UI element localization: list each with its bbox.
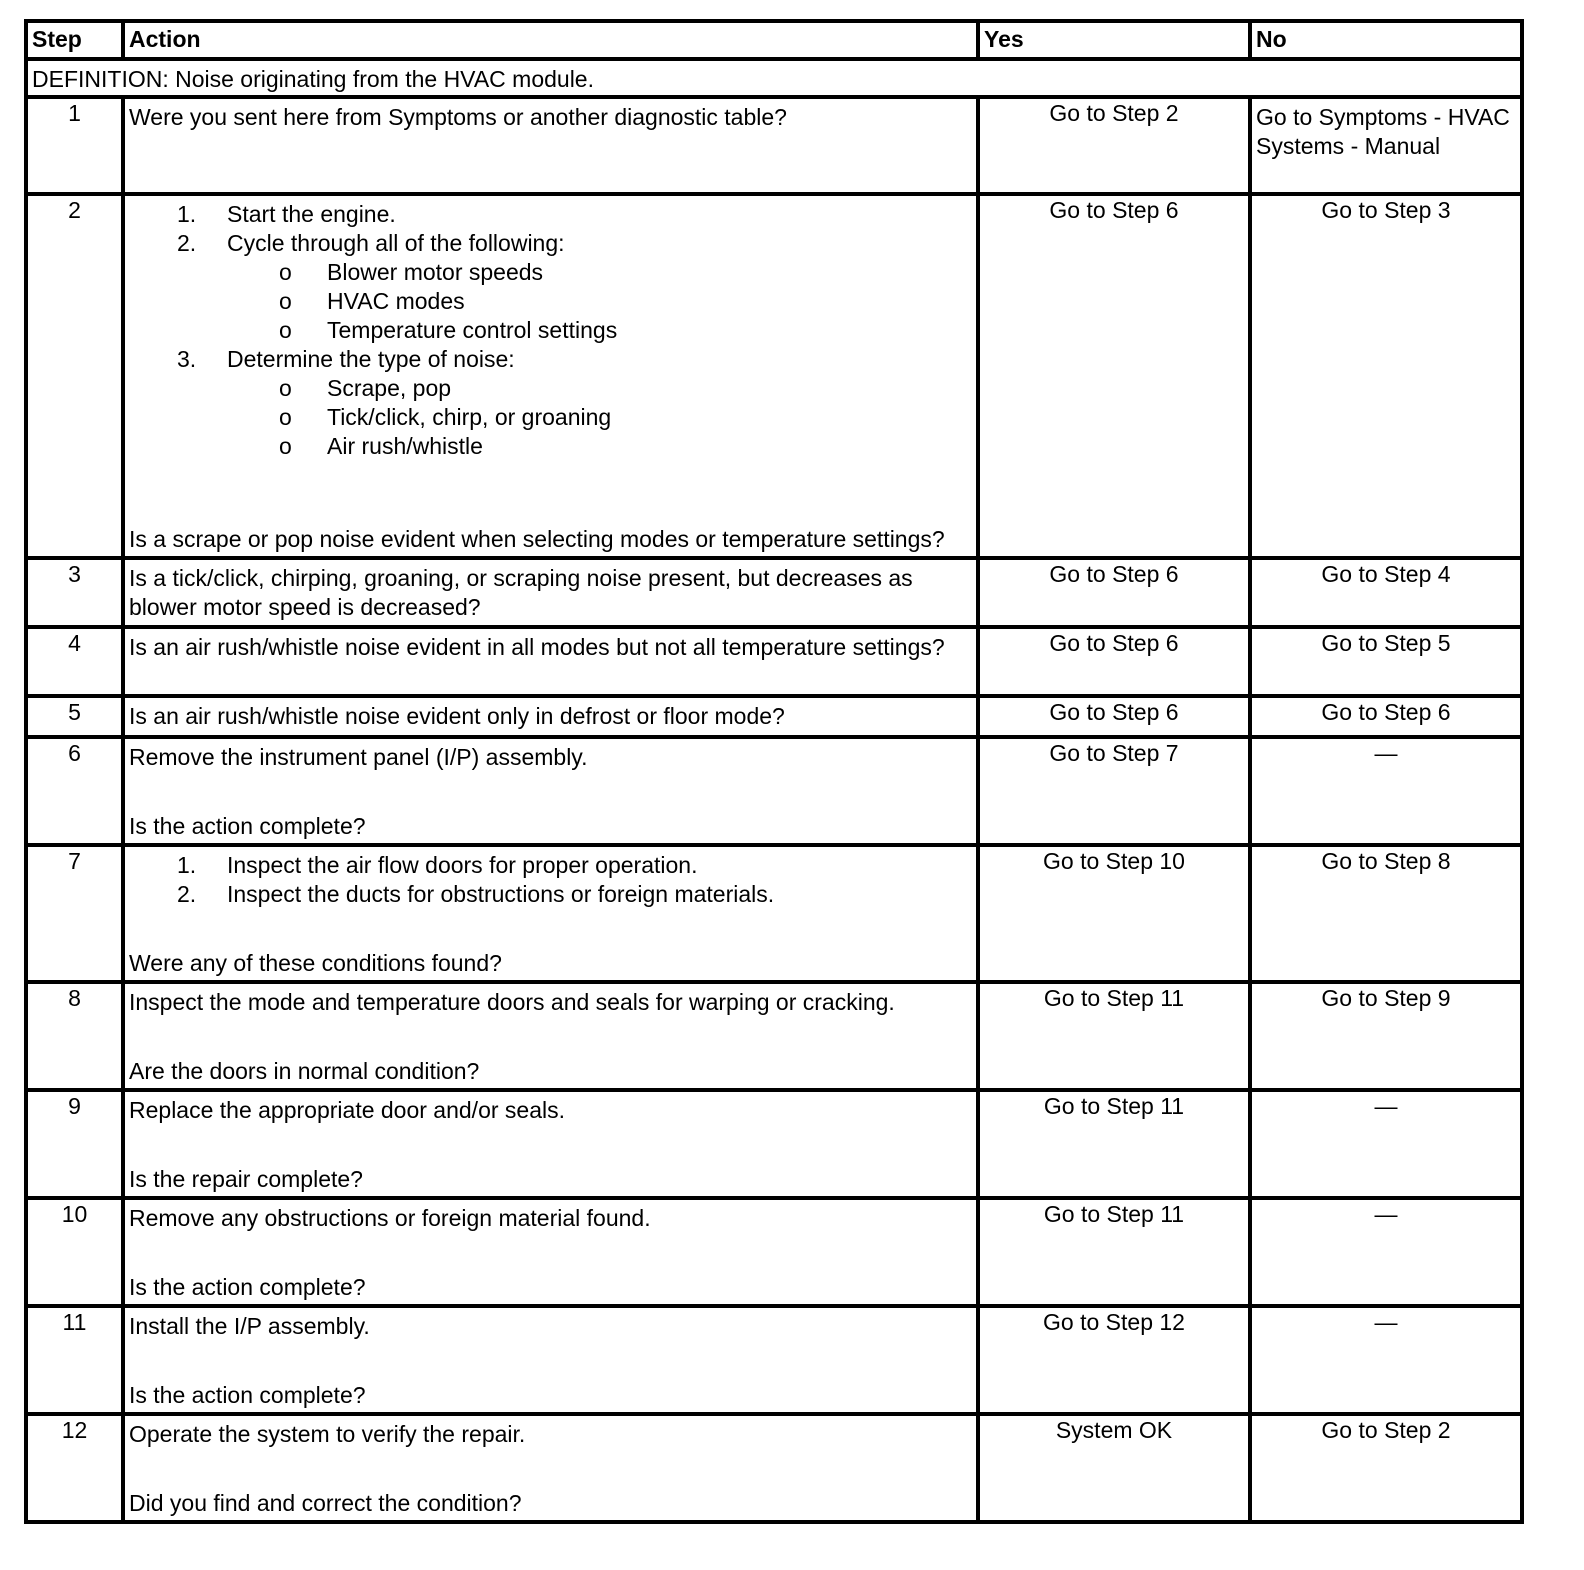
- yes-result: Go to Step 12: [1043, 1309, 1185, 1335]
- definition-text: DEFINITION: Noise originating from the HVAC module.: [32, 66, 594, 92]
- list-item: 3. Determine the type of noise: o Scrape, pop o Tick/click, chirp, or groaning o Air rush/whistle: [129, 345, 972, 461]
- no-result: Go to Step 8: [1321, 848, 1451, 874]
- step-number: 2: [26, 194, 123, 558]
- action-instruction: Install the I/P assembly.: [129, 1313, 370, 1339]
- action-question: Is the action complete?: [129, 1274, 366, 1300]
- list-item: 1. Inspect the air flow doors for proper operation.: [177, 852, 698, 878]
- yes-result: Go to Step 6: [1049, 699, 1179, 725]
- header-step: Step: [26, 21, 123, 59]
- step-number: 11: [26, 1306, 123, 1414]
- action-question: Is a tick/click, chirping, groaning, or scraping noise present, but decreases as blower motor speed is decreased?: [129, 565, 913, 620]
- table-row: [26, 845, 1522, 982]
- table-row: [26, 1198, 1522, 1306]
- definition-row: [26, 59, 1522, 97]
- action-cell: [123, 1198, 978, 1306]
- step-number: 10: [26, 1198, 123, 1306]
- table-row: [26, 982, 1522, 1090]
- action-question: Is the action complete?: [129, 813, 366, 839]
- yes-result: Go to Step 6: [1049, 197, 1179, 223]
- no-result: Go to Step 4: [1321, 561, 1451, 587]
- yes-cell: [978, 1198, 1250, 1306]
- step-number: 4: [26, 627, 123, 696]
- sub-list: [227, 258, 972, 345]
- no-cell: [1250, 696, 1522, 737]
- action-cell: [123, 737, 978, 845]
- yes-cell: [978, 1090, 1250, 1198]
- step-number: 5: [26, 696, 123, 737]
- list-item: 2. Cycle through all of the following: o Blower motor speeds o HVAC modes o Temperature control settings: [129, 229, 972, 345]
- action-instruction: Replace the appropriate door and/or seals.: [129, 1097, 566, 1123]
- no-result: Go to Step 6: [1321, 699, 1451, 725]
- list-item: 2. Inspect the ducts for obstructions or foreign materials.: [177, 881, 775, 907]
- sub-list-item: o Temperature control settings: [279, 317, 618, 343]
- no-cell: [1250, 627, 1522, 696]
- step-number: 7: [26, 845, 123, 982]
- no-result: —: [1374, 740, 1398, 766]
- no-cell: [1250, 1306, 1522, 1414]
- yes-result: Go to Step 2: [1049, 100, 1179, 126]
- no-cell: [1250, 982, 1522, 1090]
- no-cell: [1250, 97, 1522, 194]
- yes-cell: [978, 1306, 1250, 1414]
- table-row: [26, 1414, 1522, 1522]
- no-result: —: [1374, 1309, 1398, 1335]
- yes-cell: [978, 194, 1250, 558]
- sub-list-item: o Blower motor speeds: [279, 259, 544, 285]
- table-row: [26, 1090, 1522, 1198]
- no-result: Go to Step 3: [1321, 197, 1451, 223]
- yes-cell: [978, 97, 1250, 194]
- action-cell: [123, 845, 978, 982]
- sub-list: [227, 374, 972, 461]
- yes-result: Go to Step 11: [1043, 1093, 1185, 1119]
- action-cell: [123, 627, 978, 696]
- action-cell: [123, 982, 978, 1090]
- table-row: [26, 194, 1522, 558]
- diagnostic-table: [24, 19, 1524, 1524]
- no-cell: [1250, 845, 1522, 982]
- header-yes: Yes: [978, 21, 1250, 59]
- sub-list-item: o Air rush/whistle: [279, 433, 483, 459]
- yes-result: Go to Step 10: [1043, 848, 1185, 874]
- yes-cell: [978, 627, 1250, 696]
- table-row: [26, 558, 1522, 627]
- yes-result: Go to Step 11: [1043, 985, 1185, 1011]
- yes-cell: [978, 1414, 1250, 1522]
- yes-cell: [978, 737, 1250, 845]
- action-question: Were any of these conditions found?: [129, 950, 502, 976]
- no-cell: [1250, 1090, 1522, 1198]
- definition-cell: [26, 59, 1522, 97]
- yes-cell: [978, 845, 1250, 982]
- action-cell: [123, 558, 978, 627]
- no-cell: [1250, 1198, 1522, 1306]
- action-question: Is an air rush/whistle noise evident in all modes but not all temperature settings?: [129, 634, 945, 660]
- action-cell: [123, 1306, 978, 1414]
- no-cell: [1250, 737, 1522, 845]
- no-cell: [1250, 1414, 1522, 1522]
- action-question: Were you sent here from Symptoms or another diagnostic table?: [129, 104, 787, 130]
- action-question: Did you find and correct the condition?: [129, 1490, 522, 1516]
- step-number: 6: [26, 737, 123, 845]
- sub-list-item: o Tick/click, chirp, or groaning: [279, 404, 612, 430]
- action-cell: [123, 194, 978, 558]
- list-item: 1. Start the engine.: [177, 201, 396, 227]
- action-instruction: Operate the system to verify the repair.: [129, 1421, 526, 1447]
- no-result: Go to Step 9: [1321, 985, 1451, 1011]
- yes-cell: [978, 696, 1250, 737]
- action-instruction: Inspect the mode and temperature doors and seals for warping or cracking.: [129, 989, 895, 1015]
- yes-result: Go to Step 6: [1049, 630, 1179, 656]
- action-question: Are the doors in normal condition?: [129, 1058, 480, 1084]
- yes-cell: [978, 982, 1250, 1090]
- instruction-list: [129, 200, 972, 461]
- action-cell: [123, 97, 978, 194]
- no-result: Go to Symptoms - HVAC Systems - Manual: [1256, 104, 1510, 159]
- sub-list-item: o HVAC modes: [279, 288, 465, 314]
- no-result: Go to Step 2: [1321, 1417, 1451, 1443]
- sub-list-item: o Scrape, pop: [279, 375, 452, 401]
- step-number: 9: [26, 1090, 123, 1198]
- step-number: 3: [26, 558, 123, 627]
- table-row: [26, 97, 1522, 194]
- header-row: [26, 21, 1522, 59]
- no-cell: [1250, 558, 1522, 627]
- table-row: [26, 737, 1522, 845]
- no-result: —: [1374, 1201, 1398, 1227]
- yes-result: Go to Step 7: [1049, 740, 1179, 766]
- action-question: Is the action complete?: [129, 1382, 366, 1408]
- no-cell: [1250, 194, 1522, 558]
- yes-result: Go to Step 6: [1049, 561, 1179, 587]
- table-row: [26, 1306, 1522, 1414]
- action-question: Is the repair complete?: [129, 1166, 363, 1192]
- yes-result: Go to Step 11: [1043, 1201, 1185, 1227]
- action-cell: [123, 696, 978, 737]
- action-cell: [123, 1414, 978, 1522]
- table-row: [26, 696, 1522, 737]
- action-instruction: Remove the instrument panel (I/P) assembly.: [129, 744, 588, 770]
- step-number: 12: [26, 1414, 123, 1522]
- action-question: Is an air rush/whistle noise evident only in defrost or floor mode?: [129, 703, 785, 729]
- action-instruction: Remove any obstructions or foreign material found.: [129, 1205, 651, 1231]
- yes-cell: [978, 558, 1250, 627]
- header-action: Action: [123, 21, 978, 59]
- instruction-list: [129, 851, 972, 909]
- no-result: Go to Step 5: [1321, 630, 1451, 656]
- table-row: [26, 627, 1522, 696]
- action-question: Is a scrape or pop noise evident when selecting modes or temperature settings?: [129, 526, 945, 552]
- yes-result: System OK: [1055, 1417, 1173, 1443]
- no-result: —: [1374, 1093, 1398, 1119]
- action-cell: [123, 1090, 978, 1198]
- step-number: 8: [26, 982, 123, 1090]
- header-no: No: [1250, 21, 1522, 59]
- step-number: 1: [26, 97, 123, 194]
